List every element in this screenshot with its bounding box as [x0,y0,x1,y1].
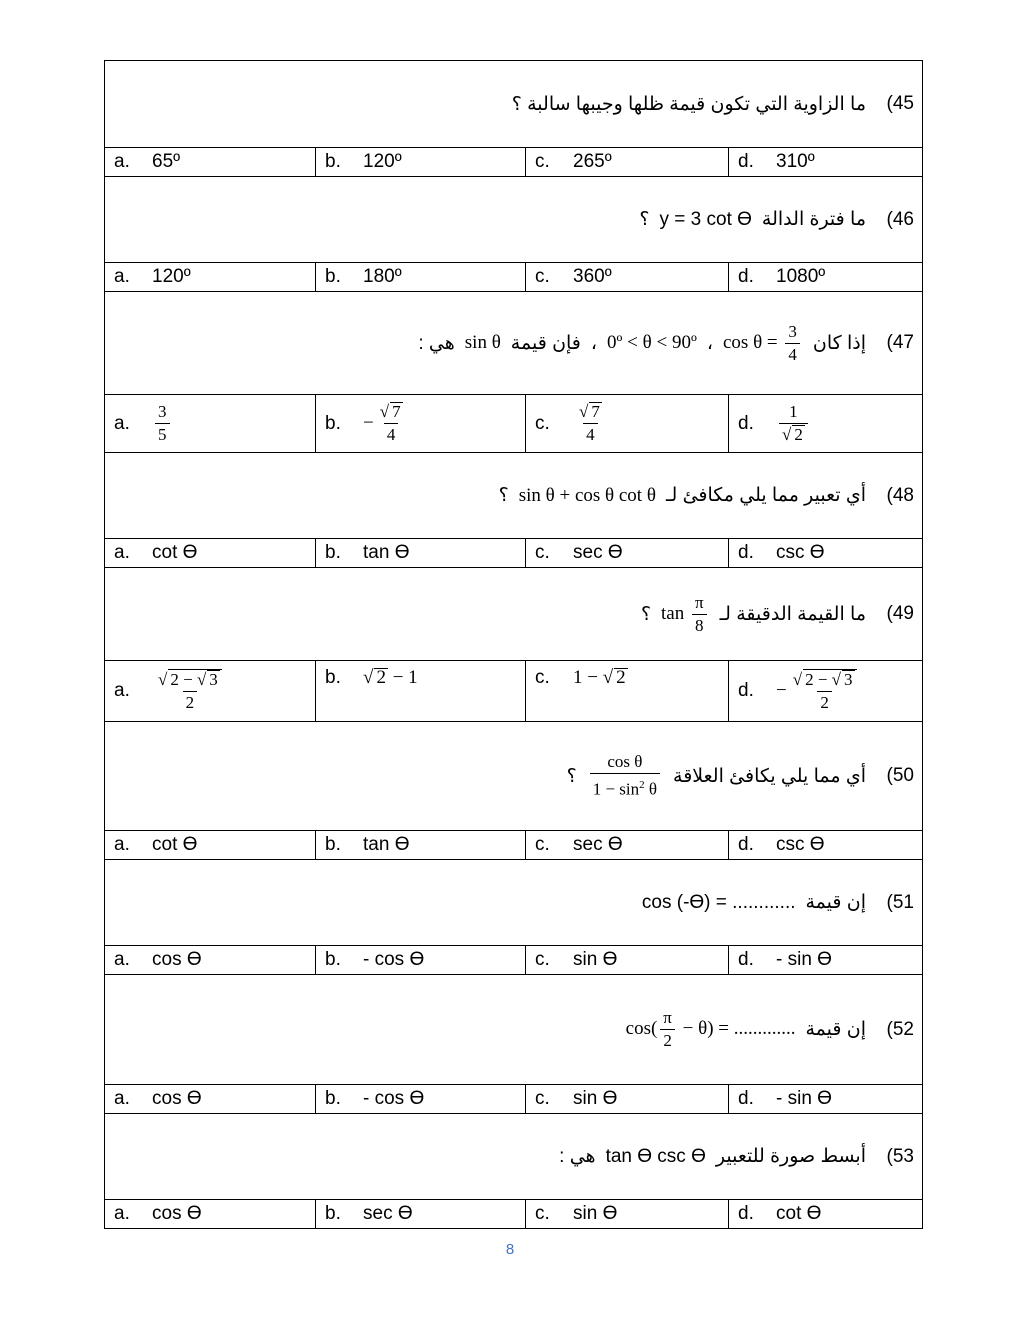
fraction: $\frac{√ 7}{4}$ [379,402,401,444]
fraction: $\frac{√ 2 - √ 3}{2}$ [790,669,860,713]
option-a[interactable]: a. cot Ө [105,539,316,568]
option-d[interactable]: d. csc Ө [729,831,923,860]
page-number: 8 [505,1241,515,1258]
option-c[interactable]: c. sec Ө [526,831,729,860]
question-number: (50 [886,765,914,786]
option-b[interactable]: b. tan Ө [316,539,526,568]
option-b[interactable]: b. sec Ө [316,1200,526,1229]
question-tail: ؟ [640,603,652,625]
question-51 [105,860,923,946]
questions-table [104,60,923,1229]
question-text: ما القيمة الدقيقة لـ [719,603,866,625]
angle-range: 0º < θ < 90º [607,332,697,353]
question-text: ما الزاوية التي تكون قيمة ظلها وجيبها سالبة ؟ [511,93,866,115]
question-52 [105,975,923,1085]
option-a[interactable]: a. cot Ө [105,831,316,860]
question-51-row [105,860,923,946]
fraction: $\frac{3}{5}$ [155,402,170,445]
separator: ، [706,332,713,354]
option-c[interactable]: c. sin Ө [526,946,729,975]
option-c[interactable]: c. $\frac{√ 7}{4}$ [526,395,729,453]
option-c[interactable]: c. sin Ө [526,1200,729,1229]
option-b[interactable]: b. − $\frac{√ 7}{4}$ [316,395,526,453]
options-50-row [105,831,923,860]
question-48-row [105,453,923,539]
fraction: $\frac{√ 7}{4}$ [579,402,600,444]
fraction: $\frac{3}{4}$ [785,322,800,365]
sin-expression: sin θ [464,332,501,353]
question-text: أي مما يلي يكافئ العلاقة [673,765,866,787]
separator: ، [590,332,598,354]
question-text: إذا كان [812,332,866,354]
option-b[interactable]: b. tan Ө [316,831,526,860]
option-d[interactable]: d. 1080º [729,263,923,292]
question-number: (49 [886,603,914,624]
question-46 [105,177,923,263]
question-46-row [105,177,923,263]
question-number: (45 [886,93,914,114]
question-number: (47 [886,332,914,353]
option-b[interactable]: b. - cos Ө [316,1085,526,1114]
question-number: (46 [886,208,914,230]
option-d[interactable]: d. csc Ө [729,539,923,568]
question-53 [105,1114,923,1200]
math-expression: sin θ + cos θ cot θ [518,484,656,506]
question-45 [105,61,923,148]
fraction: $\frac{1}{√ 2}$ [779,402,808,445]
option-c[interactable]: c. 360º [526,263,729,292]
question-47 [105,292,923,395]
fraction: $\frac{√ 2 - √ 3}{2}$ [155,669,225,713]
options-53-row [105,1200,923,1229]
option-a[interactable]: a. $\frac{3}{5}$ [105,395,316,453]
option-a[interactable]: a. $\frac{√ 2 - √ 3}{2}$ [105,661,316,722]
option-b[interactable]: b. 120º [316,148,526,177]
question-52-row [105,975,923,1085]
option-c[interactable]: c. 1 − √ 2 [526,661,729,722]
question-47-row [105,292,923,395]
question-tail: هي : [559,1146,596,1167]
question-text: إن قيمة [805,892,866,913]
option-d[interactable]: d. $\frac{1}{√ 2}$ [729,395,923,453]
option-b[interactable]: b. √ 2 − 1 [316,661,526,722]
option-d[interactable]: d. − $\frac{√ 2 - √ 3}{2}$ [729,661,923,722]
options-48-row [105,539,923,568]
option-a[interactable]: a. 65º [105,148,316,177]
math-expression: cos (-Ө) = ............ [641,891,796,913]
options-52-row [105,1085,923,1114]
option-c[interactable]: c. sin Ө [526,1085,729,1114]
question-48 [105,453,923,539]
options-47-row [105,395,923,453]
question-number: (51 [886,891,914,913]
question-tail: ؟ [639,209,650,230]
math-expression [587,752,663,800]
options-49-row [105,661,923,722]
question-text: فإن قيمة [510,332,581,354]
question-50-row [105,722,923,831]
option-b[interactable]: b. - cos Ө [316,946,526,975]
question-text: ما فترة الدالة [761,209,866,230]
question-tail: ؟ [498,485,509,506]
option-b[interactable]: b. 180º [316,263,526,292]
option-a[interactable]: a. cos Ө [105,1200,316,1229]
cos-equation: cos θ = $\frac{3}{4}$ [723,322,803,365]
question-50 [105,722,923,831]
question-tail: هي : [418,332,455,354]
option-d[interactable]: d. cot Ө [729,1200,923,1229]
option-c[interactable]: c. 265º [526,148,729,177]
fraction: $\frac{\text{cos θ}}{1 - \sin^2 \theta}$ [590,752,660,800]
option-d[interactable]: d. 310º [729,148,923,177]
question-text: إن قيمة [805,1019,866,1040]
option-c[interactable]: c. sec Ө [526,539,729,568]
question-text: أي تعبير مما يلي مكافئ لـ [665,485,866,506]
question-53-row [105,1114,923,1200]
option-a[interactable]: a. cos Ө [105,946,316,975]
math-expression: cos( $\frac{\pi}{2}$ − θ) = ............. [625,1008,796,1050]
fraction: $\frac{\pi}{2}$ [660,1008,675,1051]
question-text: أبسط صورة للتعبير [715,1146,866,1167]
math-expression: y = 3 cot Ө [659,208,752,230]
option-d[interactable]: d. - sin Ө [729,1085,923,1114]
question-number: (48 [886,484,914,506]
question-49-row [105,568,923,661]
question-number: (53 [886,1145,914,1167]
options-45-row [105,148,923,177]
question-45-row [105,61,923,148]
option-d[interactable]: d. - sin Ө [729,946,923,975]
option-a[interactable]: a. cos Ө [105,1085,316,1114]
option-a[interactable]: a. 120º [105,263,316,292]
question-49 [105,568,923,661]
question-tail: ؟ [566,765,577,787]
math-expression: tan Ө csc Ө [605,1145,706,1167]
options-51-row [105,946,923,975]
fraction: $\frac{\pi}{8}$ [692,593,707,636]
options-46-row [105,263,923,292]
math-expression: tan $\frac{\pi}{8}$ [661,593,710,636]
question-number: (52 [886,1018,914,1040]
